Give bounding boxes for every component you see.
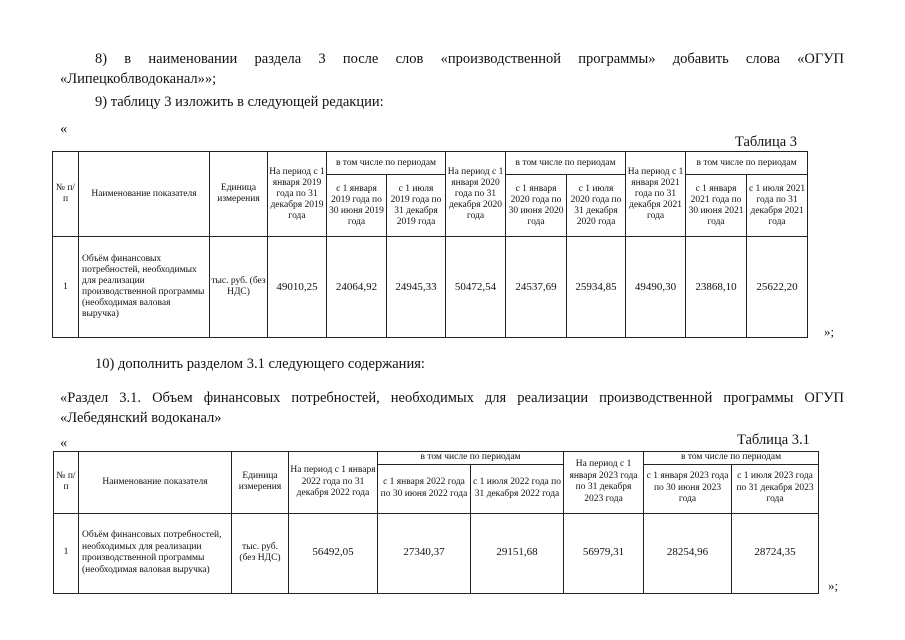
table-3-header-number: № п/п [53,152,79,237]
table-3-1-header-2022: На период с 1 января 2022 года по 31 декабря 2022 года [289,452,378,514]
table-3-header-2020-periods: в том числе по периодам [506,152,626,175]
table-3-row-unit: тыс. руб. (без НДС) [210,237,268,338]
section-3-1-title-line-2: «Лебедянский водоканал» [60,410,222,426]
close-mark-table-3-1: »; [828,578,839,593]
open-quote-table-3-1: « [60,435,68,451]
table-3-1-row-name: Объём финансовых потребностей, необходимых для реализации производственной программы (необходимая валовая выручка) [79,513,232,593]
table-3-value-2019-h1: 24064,92 [327,237,387,338]
table-3-value-2021-h1: 23868,10 [686,237,747,338]
table-3-header-2020-h2: с 1 июля 2020 года по 31 декабря 2020 года [567,175,626,237]
table-3-1-header-2022-h2: с 1 июля 2022 года по 31 декабря 2022 года [471,464,564,513]
table-3-value-2020: 50472,54 [446,237,506,338]
table-3-header-2020: На период с 1 января 2020 года по 31 декабря 2020 года [446,152,506,237]
table-3-1-value-2022: 56492,05 [289,513,378,593]
table-3-header-name: Наименование показателя [79,152,210,237]
table-3-value-2019-h2: 24945,33 [387,237,446,338]
table-3-row-number: 1 [53,237,79,338]
table-3-1-header-2023-h2: с 1 июля 2023 года по 31 декабря 2023 года [732,464,819,513]
table-3-header-unit: Единица измерения [210,152,268,237]
table-3-header-2020-h1: с 1 января 2020 года по 30 июня 2020 года [506,175,567,237]
open-quote-table-3: « [60,121,68,137]
table-3-header-2019: На период с 1 января 2019 года по 31 декабря 2019 года [268,152,327,237]
table-3-header-2019-periods: в том числе по периодам [327,152,446,175]
table-3-1-caption: Таблица 3.1 [737,432,810,448]
table-3-1 [53,451,819,594]
table-3-header-2019-h2: с 1 июля 2019 года по 31 декабря 2019 года [387,175,446,237]
table-3-caption: Таблица 3 [735,134,798,150]
table-3-1-value-2023-h1: 28254,96 [644,513,732,593]
table-3-header-2021-h1: с 1 января 2021 года по 30 июня 2021 года [686,175,747,237]
close-mark-table-3: »; [824,324,835,339]
table-3-row-name: Объём финансовых потребностей, необходимых для реализации производственной программы (необходимая валовая выручка) [79,237,210,338]
paragraph-8-line-2: «Липецкоблводоканал»»; [60,71,217,87]
paragraph-10: 10) дополнить разделом 3.1 следующего содержания: [95,356,425,372]
table-3-value-2021-h2: 25622,20 [747,237,808,338]
section-3-1-title-line-1: «Раздел 3.1. Объем финансовых потребностей, необходимых для реализации производственной программы ОГУП [60,390,844,406]
table-3 [52,151,808,338]
table-3-1-header-2023: На период с 1 января 2023 года по 31 декабря 2023 года [564,452,644,514]
paragraph-9: 9) таблицу 3 изложить в следующей редакции: [95,94,384,110]
table-3-1-value-2023: 56979,31 [564,513,644,593]
table-3-1-header-2022-periods: в том числе по периодам [378,452,564,465]
table-3-value-2020-h1: 24537,69 [506,237,567,338]
table-3-1-header-number: № п/п [54,452,79,514]
table-3-1-value-2022-h1: 27340,37 [378,513,471,593]
table-3-1-header-unit: Единица измерения [232,452,289,514]
table-3-value-2021: 49490,30 [626,237,686,338]
table-3-1-value-2023-h2: 28724,35 [732,513,819,593]
table-3-1-header-2022-h1: с 1 января 2022 года по 30 июня 2022 года [378,464,471,513]
table-3-value-2019: 49010,25 [268,237,327,338]
table-3-1-header-name: Наименование показателя [79,452,232,514]
table-3-1-value-2022-h2: 29151,68 [471,513,564,593]
table-3-value-2020-h2: 25934,85 [567,237,626,338]
table-3-1-row-unit: тыс. руб. (без НДС) [232,513,289,593]
table-3-1-header-2023-h1: с 1 января 2023 года по 30 июня 2023 года [644,464,732,513]
table-3-header-2019-h1: с 1 января 2019 года по 30 июня 2019 года [327,175,387,237]
table-3-1-row-number: 1 [54,513,79,593]
table-3-header-2021-periods: в том числе по периодам [686,152,808,175]
table-3-header-2021-h2: с 1 июля 2021 года по 31 декабря 2021 года [747,175,808,237]
table-3-1-header-2023-periods: в том числе по периодам [644,452,819,465]
table-3-header-2021: На период с 1 января 2021 года по 31 декабря 2021 года [626,152,686,237]
paragraph-8-line-1: 8) в наименовании раздела 3 после слов «производственной программы» добавить слова «ОГУП [95,51,844,67]
